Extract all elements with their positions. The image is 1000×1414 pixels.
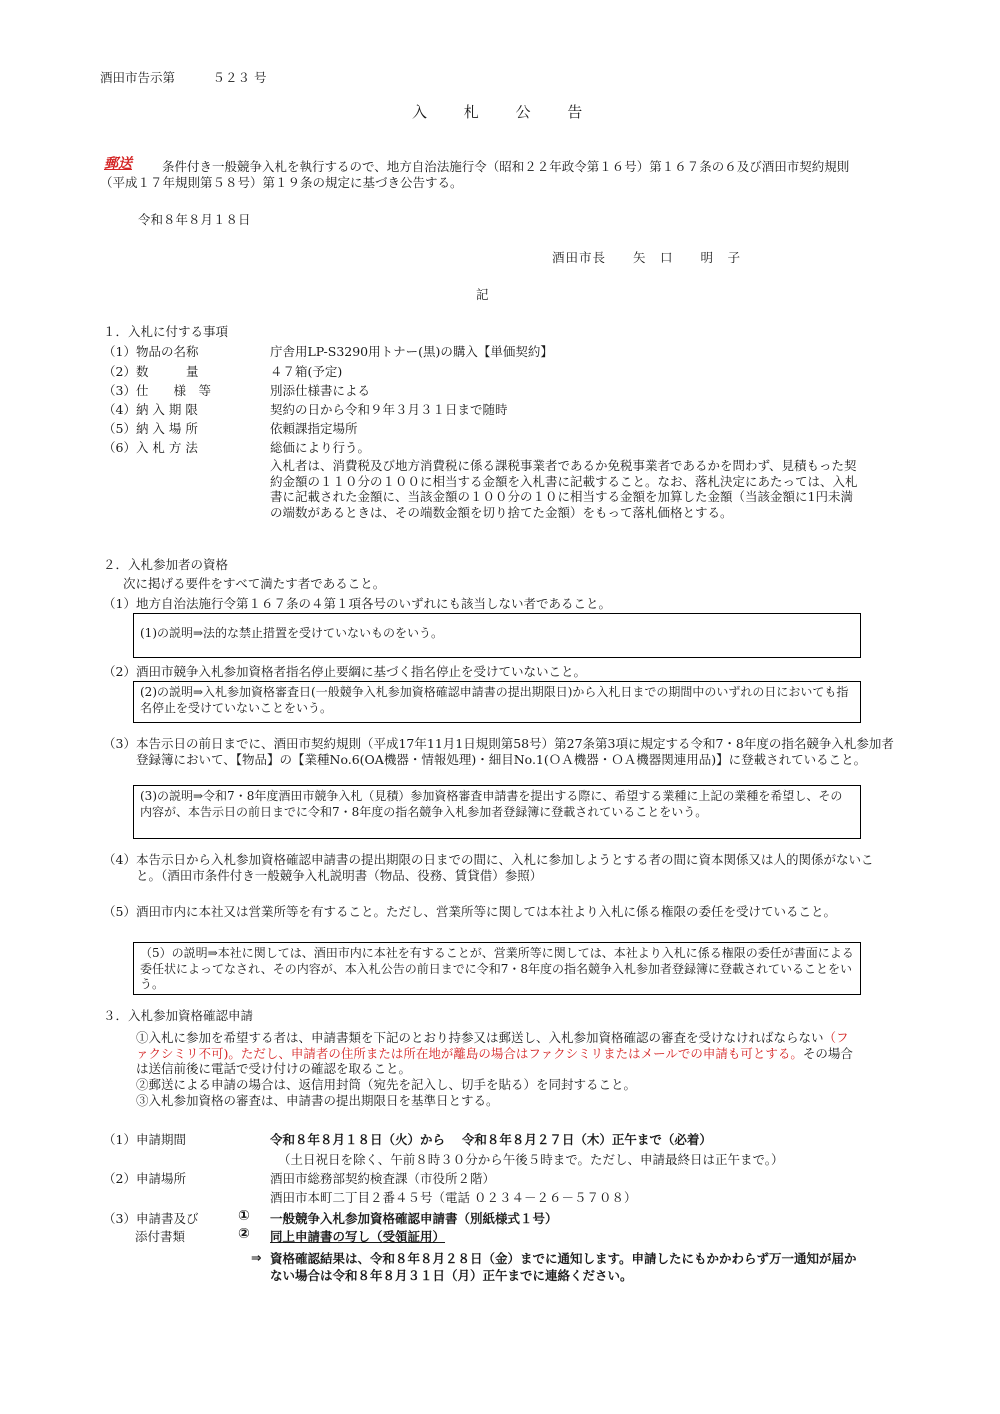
requirement-2: （2）酒田市競争入札参加資格者指名停止要綱に基づく指名停止を受けていないこと。	[103, 664, 586, 679]
notice-number: 酒田市告示第 ５２３ 号	[100, 70, 267, 85]
doc1-mark: ①	[238, 1208, 250, 1224]
documents-label: （3）申請書及び	[103, 1211, 199, 1226]
document-1: 一般競争入札参加資格確認申請書（別紙様式１号）	[270, 1211, 558, 1226]
result-notice: 資格確認結果は、令和８年８月２８日（金）までに通知します。申請したにもかかわらず万一通知が届かない場合は令和８年８月３１日（月）正午までに連絡ください。	[270, 1251, 857, 1283]
page-title: 入 札 公 告	[412, 103, 599, 121]
item6-value: 総価により行う。	[270, 440, 371, 455]
notice-date: 令和８年８月１８日	[138, 212, 251, 227]
intro-text: 条件付き一般競争入札を執行するので、地方自治法施行令（昭和２２年政令第１６号）第１６７条の６及び酒田市契約規則（平成１７年規則第５８号）第１９条の規定に基づき公告する。	[100, 159, 850, 190]
item3-value: 別添仕様書による	[270, 383, 371, 398]
item5-label: （5）納 入 場 所	[103, 421, 198, 436]
requirement-3-note: (3)の説明⇒令和7・8年度酒田市競争入札（見積）参加資格審査申請書を提出する際に、希望する業種に上記の業種を希望し、その内容が、本告示日の前日までに令和7・8年度の指名競争入札参加者登録簿に登載されていることをいう。	[133, 785, 861, 839]
result-arrow: ⇒	[251, 1250, 262, 1265]
section3-heading: ３．入札参加資格確認申請	[103, 1008, 254, 1023]
document-2: 同上申請書の写し（受領証用）	[270, 1229, 446, 1244]
item1-value: 庁舎用LP-S3290用トナー(黒)の購入【単価契約】	[270, 344, 553, 359]
section2-lead: 次に掲げる要件をすべて満たす者であること。	[123, 576, 386, 591]
item5-value: 依頼課指定場所	[270, 421, 358, 436]
requirement-3: （3）本告示日の前日までに、酒田市契約規則（平成17年11月1日規則第58号）第27条第3項に規定する令和7・8年度の指名競争入札参加者登録簿において、【物品】の【業種No.6(OA機器・情報処理)・細目No.1(ＯＡ機器・ＯＡ機器関連用品)】に登載されていること。	[103, 736, 894, 767]
mail-stamp: 郵送	[104, 156, 132, 172]
requirement-5-note: （5）の説明⇒本社に関しては、酒田市内に本社を有することが、営業所等に関しては、本社より入札に係る権限の委任が書面による委任状によってなされ、その内容が、本入札公告の前日までに令和7・8年度の指名競争入札参加者登録簿に登載されていることをいう。	[133, 942, 861, 995]
item4-label: （4）納 入 期 限	[103, 402, 198, 417]
application-address: 酒田市本町二丁目２番４５号（電話 ０２３４－２６－５７０８）	[270, 1190, 637, 1205]
item2-label: （2）数 量	[103, 364, 199, 379]
section2-heading: ２．入札参加者の資格	[103, 557, 229, 572]
item3-label: （3）仕 様 等	[103, 383, 211, 398]
application-note-3: ③入札参加資格の審査は、申請書の提出期限日を基準日とする。	[136, 1093, 499, 1108]
application-period: 令和８年８月１８日（火）から 令和８年８月２７日（木）正午まで（必着）	[270, 1132, 712, 1147]
ki-mark: 記	[476, 287, 489, 302]
bid-method-detail: 入札者は、消費税及び地方消費税に係る課税事業者であるか免税事業者であるかを問わず、見積もった契約金額の１１０分の１００に相当する金額を入札書に記載すること。なお、落札決定にあたっては、入札書に記載された金額に、当該金額の１００分の１０に相当する金額を加算した金額（当該金額に1円未満の端数があるときは、その端数金額を切り捨てた金額）をもって落札価格とする。	[270, 458, 858, 520]
issuer: 酒田市長 矢 口 明 子	[552, 250, 742, 265]
item6-label: （6）入 札 方 法	[103, 440, 198, 455]
section1-heading: １．入札に付する事項	[103, 324, 229, 339]
period-note: （土日祝日を除く、午前８時３０分から午後５時まで。ただし、申請最終日は正午まで。）	[278, 1152, 784, 1167]
doc2-mark: ②	[238, 1226, 250, 1242]
application-place: 酒田市総務部契約検査課（市役所２階）	[270, 1171, 496, 1186]
item4-value: 契約の日から令和９年３月３１日まで随時	[270, 402, 508, 417]
period-label: （1）申請期間	[103, 1132, 186, 1147]
requirement-5: （5）酒田市内に本社又は営業所等を有すること。ただし、営業所等に関しては本社より入札に係る権限の委任を受けていること。	[103, 904, 836, 919]
application-note-2: ②郵送による申請の場合は、返信用封筒（宛先を記入し、切手を貼る）を同封すること。	[136, 1077, 637, 1092]
requirement-1: （1）地方自治法施行令第１６７条の４第１項各号のいずれにも該当しない者であること。	[103, 596, 611, 611]
documents-label-2: 添付書類	[135, 1229, 186, 1244]
requirement-4: （4）本告示日から入札参加資格確認申請書の提出期限の日までの間に、入札に参加しようとする者の間に資本関係又は人的関係がないこと。（酒田市条件付き一般競争入札説明書（物品、役務、賃貸借）参照）	[103, 852, 874, 883]
application-note-1: ①入札に参加を希望する者は、申請書類を下記のとおり持参又は郵送し、入札参加資格確認の審査を受けなければならない（ファクシミリ不可)。ただし、申請者の住所または所在地が離島の場合はファクシミリまたはメールでの申請も可とする。その場合は送信前後に電話で受け付けの確認を取ること。	[136, 1030, 853, 1077]
place-label: （2）申請場所	[103, 1171, 186, 1186]
item2-value: ４７箱(予定)	[270, 364, 343, 379]
requirement-1-note: (1)の説明⇒法的な禁止措置を受けていないものをいう。	[133, 613, 861, 658]
requirement-2-note: (2)の説明⇒入札参加資格審査日(一般競争入札参加資格確認申請書の提出期限日)から入札日までの期間中のいずれの日においても指名停止を受けていないことをいう。	[133, 681, 861, 723]
item1-label: （1）物品の名称	[103, 344, 199, 359]
